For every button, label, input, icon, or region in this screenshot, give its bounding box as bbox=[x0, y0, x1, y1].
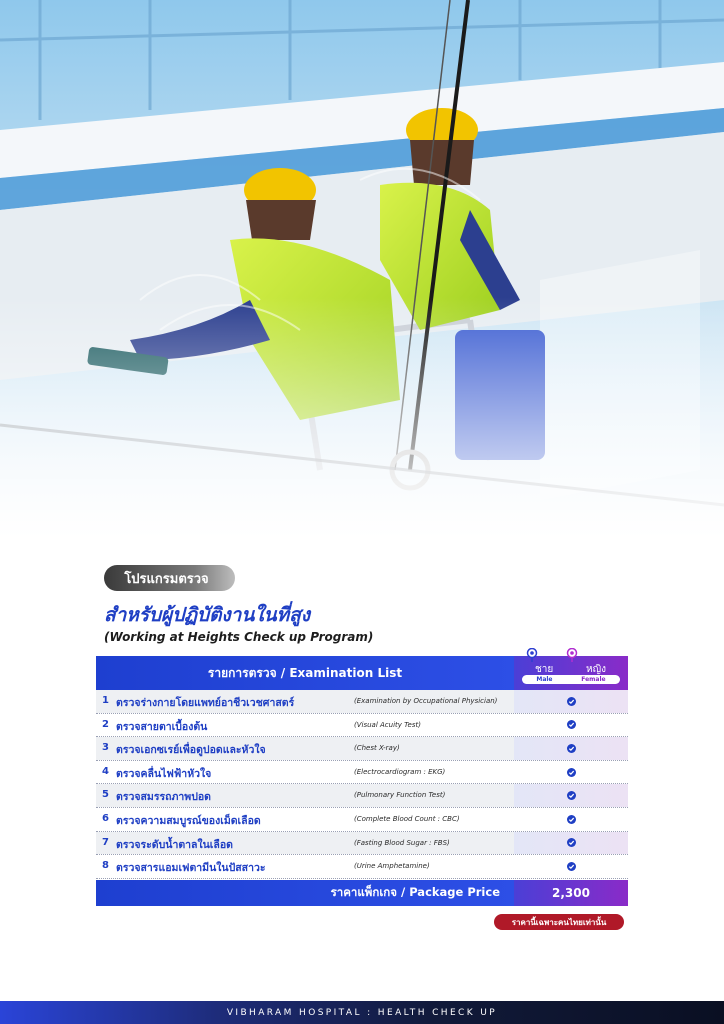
examination-table bbox=[96, 656, 628, 906]
footer-bar: VIBHARAM HOSPITAL : HEALTH CHECK UP bbox=[0, 1001, 724, 1024]
exam-name-th: ตรวจระดับน้ำตาลในเลือด bbox=[116, 838, 233, 851]
examination-list-header: รายการตรวจ / Examination List bbox=[96, 656, 514, 690]
check-circle-icon bbox=[567, 838, 576, 847]
row-number: 6 bbox=[102, 812, 109, 824]
female-pin-icon bbox=[566, 648, 578, 662]
table-row bbox=[96, 690, 628, 714]
check-circle-icon bbox=[567, 744, 576, 753]
exam-cell bbox=[96, 737, 514, 760]
exam-name-en: (Chest X-ray) bbox=[354, 744, 400, 753]
exam-name-th: ตรวจสารแอมเฟตามีนในปัสสาวะ bbox=[116, 862, 266, 875]
exam-name-en: (Pulmonary Function Test) bbox=[354, 791, 446, 800]
female-label: หญิง bbox=[586, 664, 606, 675]
row-number: 7 bbox=[102, 836, 109, 848]
exam-cell bbox=[96, 761, 514, 784]
check-cell bbox=[514, 761, 628, 784]
row-number: 2 bbox=[102, 718, 109, 730]
exam-name-th: ตรวจความสมบูรณ์ของเม็ดเลือด bbox=[116, 814, 261, 827]
package-price-label: ราคาแพ็กเกจ / Package Price bbox=[96, 880, 514, 906]
thai-only-note: ราคานี้เฉพาะคนไทยเท่านั้น bbox=[494, 914, 624, 930]
package-price-row bbox=[96, 880, 628, 906]
table-header bbox=[96, 656, 628, 690]
check-cell bbox=[514, 784, 628, 807]
program-label: โปรแกรมตรวจ bbox=[104, 565, 235, 591]
table-row bbox=[96, 832, 628, 856]
page-title-th: สำหรับผู้ปฏิบัติงานในที่สูง bbox=[104, 604, 311, 626]
check-circle-icon bbox=[567, 862, 576, 871]
check-circle-icon bbox=[567, 815, 576, 824]
exam-name-th: ตรวจสมรรถภาพปอด bbox=[116, 791, 212, 804]
row-number: 4 bbox=[102, 765, 109, 777]
table-row bbox=[96, 808, 628, 832]
table-row bbox=[96, 737, 628, 761]
row-number: 5 bbox=[102, 789, 109, 801]
exam-name-th: ตรวจคลื่นไฟฟ้าหัวใจ bbox=[116, 767, 212, 780]
exam-cell bbox=[96, 714, 514, 737]
check-cell bbox=[514, 808, 628, 831]
exam-cell bbox=[96, 784, 514, 807]
row-number: 8 bbox=[102, 860, 109, 872]
check-cell bbox=[514, 855, 628, 878]
table-row bbox=[96, 855, 628, 879]
sex-sublabels bbox=[522, 675, 620, 684]
check-cell bbox=[514, 714, 628, 737]
check-circle-icon bbox=[567, 791, 576, 800]
check-circle-icon bbox=[567, 720, 576, 729]
exam-name-en: (Urine Amphetamine) bbox=[354, 862, 430, 871]
male-label-en: Male bbox=[536, 676, 553, 683]
exam-name-en: (Examination by Occupational Physician) bbox=[354, 697, 498, 705]
male-label: ชาย bbox=[535, 664, 554, 675]
exam-name-en: (Complete Blood Count : CBC) bbox=[354, 814, 460, 823]
table-row bbox=[96, 761, 628, 785]
check-cell bbox=[514, 737, 628, 760]
check-circle-icon bbox=[567, 697, 576, 706]
table-row bbox=[96, 714, 628, 738]
page-title-en: (Working at Heights Check up Program) bbox=[104, 630, 374, 644]
table-row bbox=[96, 784, 628, 808]
row-number: 3 bbox=[102, 742, 109, 754]
exam-name-en: (Electrocardiogram : EKG) bbox=[354, 767, 446, 776]
exam-name-en: (Visual Acuity Test) bbox=[354, 720, 421, 729]
check-cell bbox=[514, 832, 628, 855]
male-pin-icon bbox=[526, 648, 538, 662]
exam-name-th: ตรวจเอกซเรย์เพื่อดูปอดและหัวใจ bbox=[116, 744, 266, 757]
check-circle-icon bbox=[567, 768, 576, 777]
exam-cell bbox=[96, 855, 514, 878]
exam-name-th: ตรวจสายตาเบื้องต้น bbox=[116, 720, 208, 733]
check-cell bbox=[514, 690, 628, 713]
exam-cell bbox=[96, 808, 514, 831]
row-number: 1 bbox=[102, 695, 109, 706]
female-label-en: Female bbox=[581, 676, 606, 683]
exam-cell bbox=[96, 832, 514, 855]
exam-cell bbox=[96, 690, 514, 713]
exam-name-th: ตรวจร่างกายโดยแพทย์อาชีวเวชศาสตร์ bbox=[116, 697, 295, 709]
package-price-value: 2,300 bbox=[514, 880, 628, 906]
sex-columns-header bbox=[514, 656, 628, 690]
exam-name-en: (Fasting Blood Sugar : FBS) bbox=[354, 838, 450, 847]
